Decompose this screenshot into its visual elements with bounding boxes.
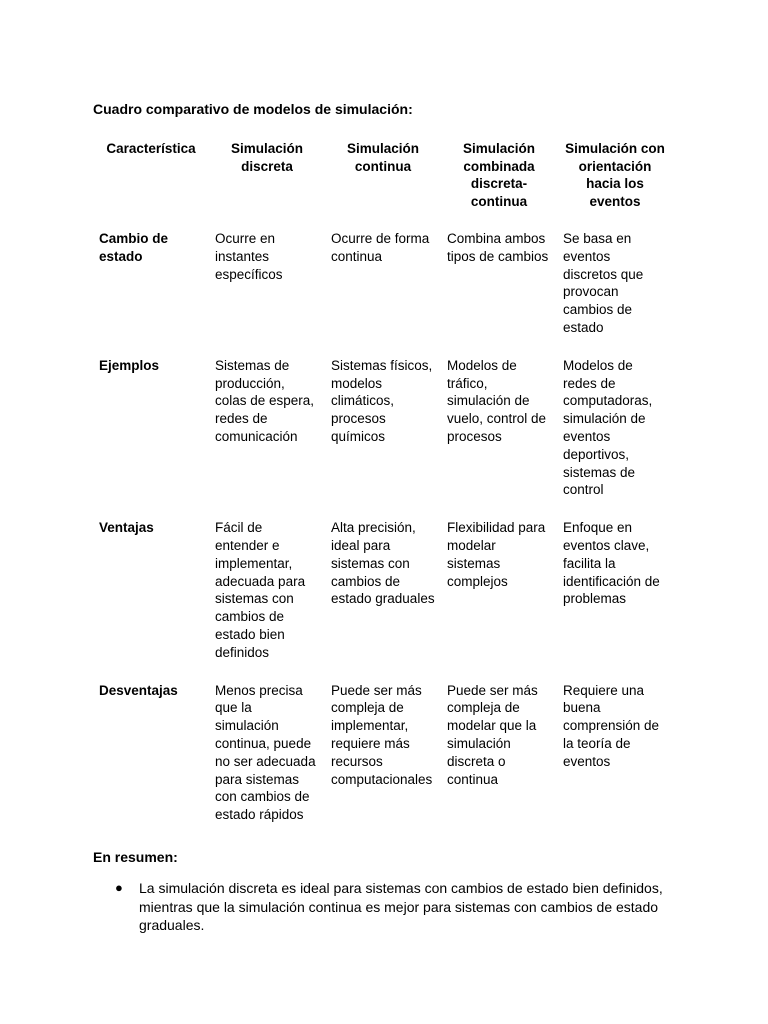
- table-cell: Sistemas de producción, colas de espera, redes de comunicación: [215, 357, 315, 444]
- table-cell: Combina ambos tipos de cambios: [447, 231, 549, 264]
- table-cell: Requiere una buena comprensión de la teoría de eventos: [563, 682, 660, 769]
- table-cell: Sistemas físicos, modelos climáticos, procesos químicos: [331, 357, 433, 444]
- column-header-combined: Simulación combinada discreta-continua: [462, 141, 535, 209]
- table-cell: Ocurre de forma continua: [331, 231, 430, 264]
- page-title: Cuadro comparativo de modelos de simulación:: [93, 101, 413, 117]
- row-header-examples: Ejemplos: [99, 357, 160, 373]
- table-cell: Menos precisa que la simulación continua, puede no ser adecuada para sistemas con cambios de estado rápidos: [215, 682, 316, 823]
- table-header-row: [93, 138, 673, 228]
- table-cell: Alta precisión, ideal para sistemas con cambios de estado graduales: [331, 520, 435, 607]
- table-row: [93, 355, 673, 517]
- column-header-event-oriented: Simulación con orientación hacia los eventos: [565, 141, 665, 209]
- table-cell: Puede ser más compleja de modelar que la simulación discreta o continua: [447, 682, 538, 787]
- table-cell: Enfoque en eventos clave, facilita la identificación de problemas: [563, 520, 660, 607]
- summary-list: [93, 879, 683, 935]
- row-header-state-change: Cambio de estado: [99, 231, 169, 264]
- comparison-table: [93, 138, 673, 842]
- row-header-disadvantages: Desventajas: [99, 682, 178, 698]
- table-cell: Fácil de entender e implementar, adecuada para sistemas con cambios de estado bien definidos: [215, 520, 306, 660]
- table-cell: Modelos de redes de computadoras, simulación de eventos deportivos, sistemas de control: [563, 357, 653, 498]
- table-cell: Modelos de tráfico, simulación de vuelo, control de procesos: [447, 357, 547, 444]
- bullet-icon: ●: [115, 880, 123, 895]
- column-header-characteristic: Característica: [106, 141, 196, 156]
- list-item: [93, 879, 683, 935]
- table-cell: Ocurre en instantes específicos: [215, 231, 283, 282]
- table-cell: Flexibilidad para modelar sistemas complejos: [447, 520, 546, 589]
- table-cell: Puede ser más compleja de implementar, requiere más recursos computacionales: [331, 682, 433, 787]
- table-cell: Se basa en eventos discretos que provocan cambios de estado: [563, 231, 644, 335]
- row-header-advantages: Ventajas: [99, 520, 154, 536]
- summary-heading: En resumen:: [93, 849, 178, 865]
- column-header-continuous: Simulación continua: [346, 141, 419, 174]
- list-item-text: La simulación discreta es ideal para sistemas con cambios de estado bien definidos, mientras que la simulación continua es mejor para sistemas con cambios de estado graduales.: [139, 880, 663, 933]
- table-row: [93, 517, 673, 679]
- table-row: [93, 680, 673, 842]
- table-row: [93, 228, 673, 355]
- column-header-discrete: Simulación discreta: [230, 141, 303, 174]
